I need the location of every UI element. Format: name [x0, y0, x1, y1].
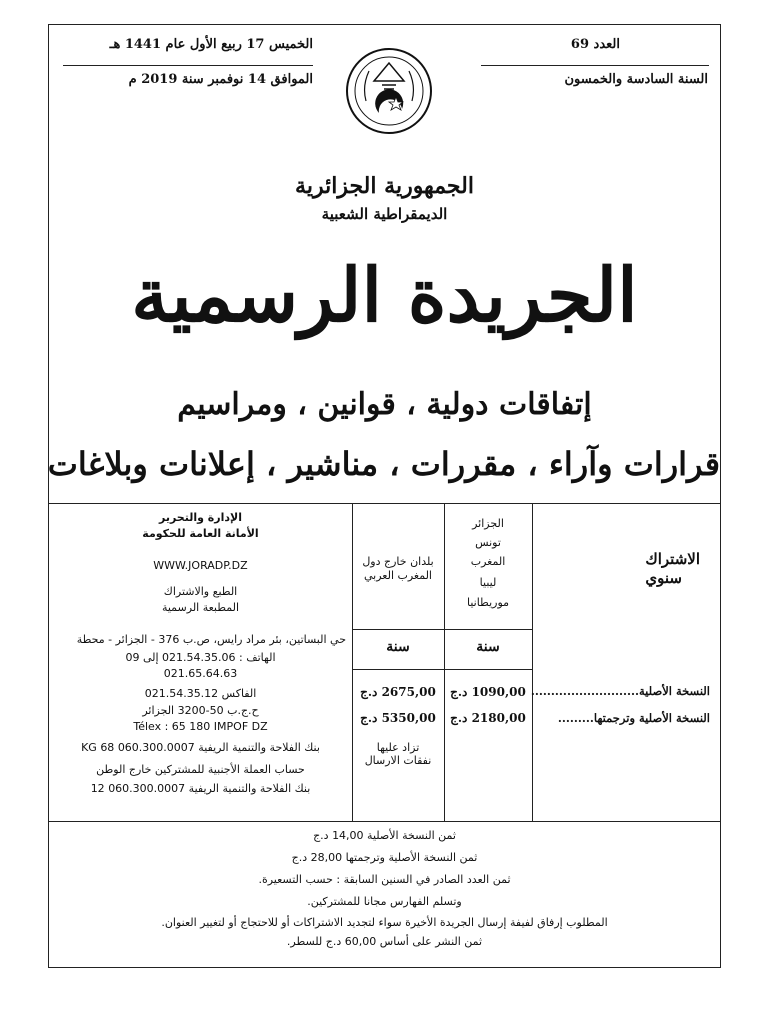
country-mauritania: موريطانيا: [466, 596, 510, 609]
admin-official-press: المطبعة الرسمية: [161, 601, 240, 614]
admin-address: حي البساتين، بئر مراد رايس، ص.ب 376 - الجزائر - محطة: [76, 633, 346, 646]
subscription-annual: سنوي: [645, 569, 682, 587]
admin-title: الإدارة والتحرير: [158, 511, 242, 524]
header-rule-left: [63, 65, 313, 66]
table-top-border: [49, 503, 720, 504]
admin-telex: Télex : 65 180 IMPOF DZ: [133, 720, 268, 733]
admin-phone-2: 021.65.64.63: [163, 667, 238, 680]
footer-back-issues: ثمن العدد الصادر في السنين السابقة : حسب التسعيرة.: [258, 873, 511, 886]
gregorian-date: الموافق 14 نوفمبر سنة 2019 م: [128, 72, 313, 87]
admin-phone: الهاتف : 021.54.35.06 إلى 09: [125, 651, 276, 664]
footer-price-original: ثمن النسخة الأصلية 14,00 د.ج: [313, 829, 456, 842]
country-tunisia: تونس: [475, 536, 501, 549]
gazette-page: [48, 24, 721, 968]
table-divider-admin: [352, 503, 353, 821]
price-foreign-translation: 5350,00 د.ج: [360, 711, 436, 725]
foreign-countries: بلدان خارج دول المغرب العربي: [362, 555, 434, 582]
country-libya: ليبيا: [479, 576, 497, 589]
hijri-date: الخميس 17 ربيع الأول عام 1441 هـ: [109, 37, 313, 52]
price-local-translation: 2180,00 د.ج: [450, 711, 526, 725]
admin-bank-1: بنك الفلاحة والتنمية الريفية 060.300.0007 68 KG: [81, 741, 320, 754]
admin-bank-2: بنك الفلاحة والتنمية الريفية 060.300.0007 12: [90, 782, 311, 795]
footer-indexes: وتسلم الفهارس مجانا للمشتركين.: [307, 895, 462, 908]
subtitle-conventions: إتفاقات دولية ، قوانين ، ومراسيم: [177, 387, 592, 422]
footer-publishing-rate: ثمن النشر على أساس 60,00 د.ج للسطر.: [286, 935, 483, 948]
republic-line-2: الديمقراطية الشعبية: [321, 205, 448, 223]
table-divider-foreign: [444, 503, 445, 821]
admin-secretariat: الأمانة العامة للحكومة: [142, 527, 259, 540]
row-original: النسخة الأصلية...........................: [530, 684, 710, 698]
year-label: السنة السادسة والخمسون: [564, 72, 708, 87]
price-foreign-original: 2675,00 د.ج: [360, 685, 436, 699]
header-rule-right: [481, 65, 709, 66]
footer-top-border: [49, 821, 720, 822]
price-local-original: 1090,00 د.ج: [450, 685, 526, 699]
admin-printing: الطبع والاشتراك: [163, 585, 238, 598]
admin-fax: الفاكس 021.54.35.12: [144, 687, 257, 700]
shipping-note: تزاد عليها نفقات الارسال: [364, 741, 432, 767]
footer-price-translation: ثمن النسخة الأصلية وترجمتها 28,00 د.ج: [291, 851, 478, 864]
country-algeria: الجزائر: [472, 517, 504, 530]
national-seal-icon: [344, 41, 434, 141]
row-original-translation: النسخة الأصلية وترجمتها.........: [557, 711, 710, 725]
table-rule-years-bottom: [353, 669, 533, 670]
table-rule-years-top: [353, 629, 533, 630]
country-morocco: المغرب: [470, 555, 506, 568]
year-header-local: سنة: [476, 639, 500, 655]
admin-bank-foreign: حساب العملة الأجنبية للمشتركين خارج الوطن: [96, 763, 305, 776]
issue-number: العدد 69: [570, 37, 620, 52]
admin-ccp: ح.ج.ب 50-3200 الجزائر: [142, 704, 259, 717]
admin-website: WWW.JORADP.DZ: [153, 559, 248, 572]
subtitle-decisions: قرارات وآراء ، مقررات ، مناشير ، إعلانات وبلاغات: [47, 445, 720, 483]
footer-renewal-note: المطلوب إرفاق لفيفة إرسال الجريدة الأخيرة سواء لتجديد الاشتراكات أو للاحتجاج أو لتغيير العنوان.: [161, 916, 608, 929]
gazette-title: الجريدة الرسمية: [131, 253, 638, 339]
year-header-foreign: سنة: [386, 639, 410, 655]
table-divider-local: [532, 503, 533, 821]
subscription-label: الاشتراك: [645, 550, 700, 568]
republic-line-1: الجمهورية الجزائرية: [295, 173, 474, 199]
